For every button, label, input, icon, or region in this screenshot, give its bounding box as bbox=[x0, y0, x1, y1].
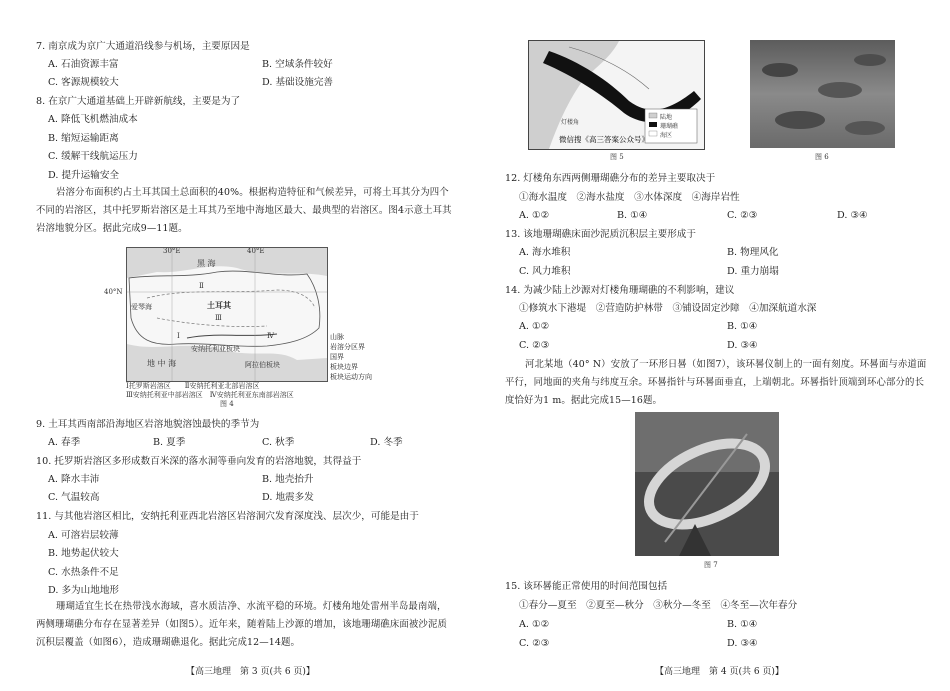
figure-4-key-2: Ⅲ安纳托利亚中部岩溶区 Ⅳ安纳托利亚东南部岩溶区 bbox=[126, 391, 294, 399]
lon-40e: 40°E bbox=[247, 247, 265, 255]
q11-option-c[interactable]: C. 水热条件不足 bbox=[48, 567, 119, 578]
q12-items: ①海水温度 ②海水盐度 ③水体深度 ④海岸岩性 bbox=[519, 192, 740, 203]
q14-option-b[interactable]: B. ①④ bbox=[727, 321, 758, 332]
coral-reef-map bbox=[529, 41, 704, 149]
q8-option-d[interactable]: D. 提升运输安全 bbox=[48, 170, 120, 181]
legend-plate-boundary: 板块边界 bbox=[330, 363, 358, 371]
page-3-footer: 【高三地理 第 3 页(共 6 页)】 bbox=[186, 667, 315, 677]
figure-5-caption: 图 5 bbox=[610, 153, 624, 161]
q10-option-c[interactable]: C. 气温较高 bbox=[48, 492, 100, 503]
q15-option-d[interactable]: D. ③④ bbox=[727, 638, 758, 649]
q10-option-d[interactable]: D. 地震多发 bbox=[262, 492, 314, 503]
q9-option-b[interactable]: B. 夏季 bbox=[153, 437, 186, 448]
passage-turkey-karst: 岩溶分布面积约占土耳其国土总面积的40%。根据构造特征和气候差异，可将土耳其分为四个不同的岩溶区，其中托罗斯岩溶区是土耳其乃至地中海地区最大、最典型的岩溶区。图4示意土耳其岩溶地貌分区。据此完成9—11题。 bbox=[36, 187, 452, 234]
legend-mountain: 山脉 bbox=[330, 333, 344, 341]
zone-1-label: Ⅰ bbox=[177, 332, 180, 340]
q14-items: ①修筑水下港堤 ②营造防护林带 ③铺设固定沙障 ④加深航道水深 bbox=[519, 303, 817, 314]
q14-stem: 14. 为减少陆上沙源对灯楼角珊瑚礁的不利影响，建议 bbox=[505, 285, 735, 296]
q11-option-d[interactable]: D. 多为山地地形 bbox=[48, 585, 120, 596]
arabian-plate-label: 阿拉伯板块 bbox=[245, 361, 280, 369]
zone-2-label: Ⅱ bbox=[199, 282, 204, 290]
figure-5-coral-map bbox=[528, 40, 705, 150]
q7-option-b[interactable]: B. 空域条件较好 bbox=[262, 59, 333, 70]
q13-stem: 13. 该地珊瑚礁床面沙泥质沉积层主要形成于 bbox=[505, 229, 696, 240]
black-sea-label: 黑 海 bbox=[197, 259, 216, 268]
figure-4-caption: 图 4 bbox=[220, 400, 234, 408]
q11-stem: 11. 与其他岩溶区相比，安纳托利亚西北岩溶区岩溶洞穴发育深度浅、层次少，可能是由于 bbox=[36, 511, 419, 522]
q12-option-c[interactable]: C. ②③ bbox=[727, 210, 758, 221]
page-4-footer: 【高三地理 第 4 页(共 6 页)】 bbox=[655, 667, 784, 677]
figure-4-legend bbox=[330, 332, 372, 382]
q8-option-c[interactable]: C. 缓解干线航运压力 bbox=[48, 151, 138, 162]
q15-stem: 15. 该环晷能正常使用的时间范围包括 bbox=[505, 581, 668, 592]
q14-option-d[interactable]: D. ③④ bbox=[727, 340, 758, 351]
figure-6-caption: 图 6 bbox=[815, 153, 829, 161]
q13-option-b[interactable]: B. 物理风化 bbox=[727, 247, 779, 258]
q14-option-c[interactable]: C. ②③ bbox=[519, 340, 550, 351]
q7-option-c[interactable]: C. 客源规模较大 bbox=[48, 77, 119, 88]
q10-stem: 10. 托罗斯岩溶区多形成数百米深的落水洞等垂向发育的岩溶地貌，其得益于 bbox=[36, 456, 362, 467]
passage-sundial: 河北某地（40° N）安放了一环形日晷（如图7），该环晷仪制上的一面有刻度。环晷面与赤道面平行，同地面的夹角与纬度互余。环晷指针与环晷面垂直，上端朝北。环晷指针顶端到环心部分的长度恰好为1 m。据此完成15—16题。 bbox=[505, 359, 927, 406]
figure-4-key-1: Ⅰ托罗斯岩溶区 Ⅱ安纳托利亚北部岩溶区 bbox=[126, 382, 260, 390]
zone-3-label: Ⅲ bbox=[215, 314, 222, 322]
figure-7-sundial-photo bbox=[635, 412, 779, 556]
anatolian-plate-label: 安纳托利亚板块 bbox=[191, 345, 240, 353]
turkey-label: 土耳其 bbox=[207, 300, 231, 310]
q8-stem: 8. 在京广大通道基础上开辟新航线，主要是为了 bbox=[36, 96, 241, 107]
q9-stem: 9. 土耳其西南部沿海地区岩溶地貌溶蚀最快的季节为 bbox=[36, 419, 260, 430]
figure-7-caption: 图 7 bbox=[704, 561, 718, 569]
right-page bbox=[475, 0, 950, 691]
reef-photo bbox=[750, 40, 895, 148]
q8-option-b[interactable]: B. 缩短运输距离 bbox=[48, 133, 119, 144]
q7-stem: 7. 南京成为京广大通道沿线参与机场，主要原因是 bbox=[36, 41, 250, 52]
q15-items: ①春分—夏至 ②夏至—秋分 ③秋分—冬至 ④冬至—次年春分 bbox=[519, 600, 798, 611]
q8-option-a[interactable]: A. 降低飞机燃油成本 bbox=[48, 114, 138, 125]
q12-option-a[interactable]: A. ①② bbox=[519, 210, 550, 221]
q12-stem: 12. 灯楼角东西两侧珊瑚礁分布的差异主要取决于 bbox=[505, 173, 716, 184]
lon-30e: 30°E bbox=[163, 247, 181, 255]
q10-option-b[interactable]: B. 地壳抬升 bbox=[262, 474, 314, 485]
q13-option-c[interactable]: C. 风力堆积 bbox=[519, 266, 571, 277]
legend-plate-motion: 板块运动方向 bbox=[330, 373, 372, 381]
ring-sundial bbox=[635, 412, 779, 556]
q13-option-d[interactable]: D. 重力崩塌 bbox=[727, 266, 779, 277]
q10-option-a[interactable]: A. 降水丰沛 bbox=[48, 474, 100, 485]
q15-option-c[interactable]: C. ②③ bbox=[519, 638, 550, 649]
legend-reef: 珊瑚礁 bbox=[660, 123, 679, 130]
figure-6-reef-photo bbox=[750, 40, 895, 148]
q13-option-a[interactable]: A. 海水堆积 bbox=[519, 247, 571, 258]
legend-border: 国界 bbox=[330, 353, 344, 361]
q12-option-b[interactable]: B. ①④ bbox=[617, 210, 648, 221]
lat-40n: 40°N bbox=[104, 288, 123, 296]
passage-coral-reef: 珊瑚适宜生长在热带浅水海域，喜水质洁净、水流平稳的环境。灯楼角地处雷州半岛最南端，两侧珊瑚礁分布存在显著差异（如图5）。近年来，随着陆上沙源的增加，该地珊瑚礁床面被沙泥质沉积层覆盖（如图6），造成珊瑚礁退化。据此完成12—14题。 bbox=[36, 601, 447, 648]
figure-4-karst-map bbox=[126, 247, 328, 382]
q12-option-d[interactable]: D. ③④ bbox=[837, 210, 868, 221]
aegean-sea-label: 爱琴海 bbox=[131, 303, 152, 311]
q9-option-c[interactable]: C. 秋季 bbox=[262, 437, 295, 448]
legend-land: 陆地 bbox=[660, 114, 673, 121]
q11-option-b[interactable]: B. 地势起伏较大 bbox=[48, 548, 119, 559]
q11-option-a[interactable]: A. 可溶岩层较薄 bbox=[48, 530, 119, 541]
q7-option-a[interactable]: A. 石油资源丰富 bbox=[48, 59, 119, 70]
denglou-label: 灯楼角 bbox=[561, 119, 580, 126]
q14-option-a[interactable]: A. ①② bbox=[519, 321, 550, 332]
legend-sea: 海区 bbox=[660, 132, 673, 139]
q15-option-a[interactable]: A. ①② bbox=[519, 619, 550, 630]
q15-option-b[interactable]: B. ①④ bbox=[727, 619, 758, 630]
zone-4-label: Ⅳ bbox=[267, 332, 274, 340]
watermark-text: 微信搜《高三答案公众号》 bbox=[559, 135, 649, 144]
q7-option-d[interactable]: D. 基础设施完善 bbox=[262, 77, 334, 88]
mediterranean-label: 地 中 海 bbox=[147, 359, 177, 368]
q9-option-d[interactable]: D. 冬季 bbox=[370, 437, 403, 448]
legend-zone: 岩溶分区界 bbox=[330, 343, 365, 351]
q9-option-a[interactable]: A. 春季 bbox=[48, 437, 81, 448]
